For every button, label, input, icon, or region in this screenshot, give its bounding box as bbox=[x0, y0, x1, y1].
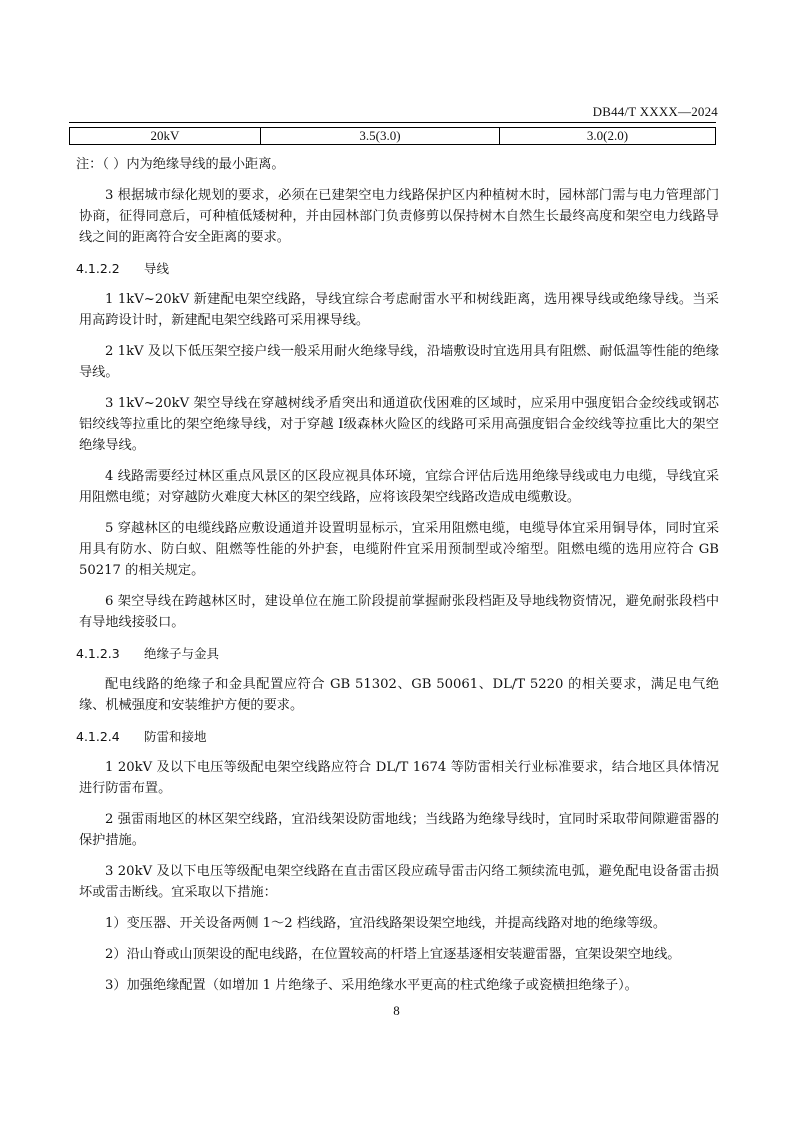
paragraph: 2 1kV 及以下低压架空接户线一般采用耐火绝缘导线，沿墙敷设时宜选用具有阻燃、耐低温等性能的绝缘导线。 bbox=[79, 344, 719, 380]
table-cell-value-1: 3.5(3.0) bbox=[261, 128, 500, 145]
paragraph: 3 1kV~20kV 架空导线在穿越树线矛盾突出和通道砍伐困难的区域时，应采用中强度铝合金绞线或钢芯铝绞线等拉重比的架空绝缘导线，对于穿越 I级森林火险区的线路可采用高强度铝合金绞线等拉重比大的架空绝缘导线。 bbox=[79, 396, 719, 453]
document-body bbox=[76, 154, 719, 996]
table-row bbox=[70, 128, 716, 145]
paragraph: 5 穿越林区的电缆线路应敷设通道并设置明显标示，宜采用阻燃电缆，电缆导体宜采用铜导体，同时宜采用具有防水、防白蚁、阻燃等性能的外护套，电缆附件宜采用预制型或冷缩型。阻燃电缆的选用应符合 GB 50217 的相关规定。 bbox=[79, 521, 719, 578]
list-item: 3）加强绝缘配置（如增加 1 片绝缘子、采用绝缘水平更高的柱式绝缘子或瓷横担绝缘子）。 bbox=[105, 978, 638, 993]
table-cell-value-2: 3.0(2.0) bbox=[500, 128, 716, 145]
paragraph: 3 20kV 及以下电压等级配电架空线路在直击雷区段应疏导雷击闪络工频续流电弧，避免配电设备雷击损坏或雷击断线。宜采取以下措施： bbox=[79, 864, 719, 900]
table-note: 注：（ ）内为绝缘导线的最小距离。 bbox=[76, 157, 285, 172]
section-title: 防雷和接地 bbox=[144, 729, 207, 744]
section-number: 4.1.2.4 bbox=[76, 729, 120, 744]
section-number: 4.1.2.2 bbox=[76, 261, 120, 276]
section-heading-4-1-2-4 bbox=[76, 726, 719, 747]
section-heading-4-1-2-2 bbox=[76, 258, 719, 279]
paragraph: 6 架空导线在跨越林区时，建设单位在施工阶段提前掌握耐张段档距及导地线物资情况，避免耐张段档中有导地线接驳口。 bbox=[79, 594, 719, 630]
paragraph: 1 20kV 及以下电压等级配电架空线路应符合 DL/T 1674 等防雷相关行业标准要求，结合地区具体情况进行防雷布置。 bbox=[79, 760, 719, 796]
section-title: 导线 bbox=[144, 261, 170, 276]
paragraph: 1 1kV~20kV 新建配电架空线路，导线宜综合考虑耐雷水平和树线距离，选用裸导线或绝缘导线。当采用高跨设计时，新建配电架空线路可采用裸导线。 bbox=[79, 292, 719, 328]
paragraph: 2 强雷雨地区的林区架空线路，宜沿线架设防雷地线；当线路为绝缘导线时，宜同时采取带间隙避雷器的保护措施。 bbox=[79, 812, 719, 848]
standard-code: DB44/T XXXX—2024 bbox=[592, 104, 718, 119]
section-number: 4.1.2.3 bbox=[76, 646, 120, 661]
page-number: 8 bbox=[393, 1003, 400, 1018]
list-item: 1）变压器、开关设备两侧 1～2 档线路，宜沿线路架设架空地线，并提高线路对地的绝缘等级。 bbox=[105, 916, 667, 931]
paragraph: 3 根据城市绿化规划的要求，必须在已建架空电力线路保护区内种植树木时，园林部门需与电力管理部门协商，征得同意后，可种植低矮树种，并由园林部门负责修剪以保持树木自然生长最终高度和架空电力线路导线之间的距离符合安全距离的要求。 bbox=[79, 188, 719, 245]
table-cell-voltage: 20kV bbox=[70, 128, 261, 145]
header-rule bbox=[69, 122, 716, 123]
paragraph: 4 线路需要经过林区重点风景区的区段应视具体环境，宜综合评估后选用绝缘导线或电力电缆，导线宜采用阻燃电缆；对穿越防火难度大林区的架空线路，应将该段架空线路改造成电缆敷设。 bbox=[79, 469, 719, 505]
distance-table bbox=[69, 127, 716, 145]
section-heading-4-1-2-3 bbox=[76, 643, 719, 664]
list-item: 2）沿山脊或山顶架设的配电线路，在位置较高的杆塔上宜逐基逐相安装避雷器，宜架设架空地线。 bbox=[105, 947, 681, 962]
section-title: 绝缘子与金具 bbox=[144, 646, 220, 661]
paragraph: 配电线路的绝缘子和金具配置应符合 GB 51302、GB 50061、DL/T 5220 的相关要求，满足电气绝缘、机械强度和安装维护方便的要求。 bbox=[79, 677, 719, 713]
